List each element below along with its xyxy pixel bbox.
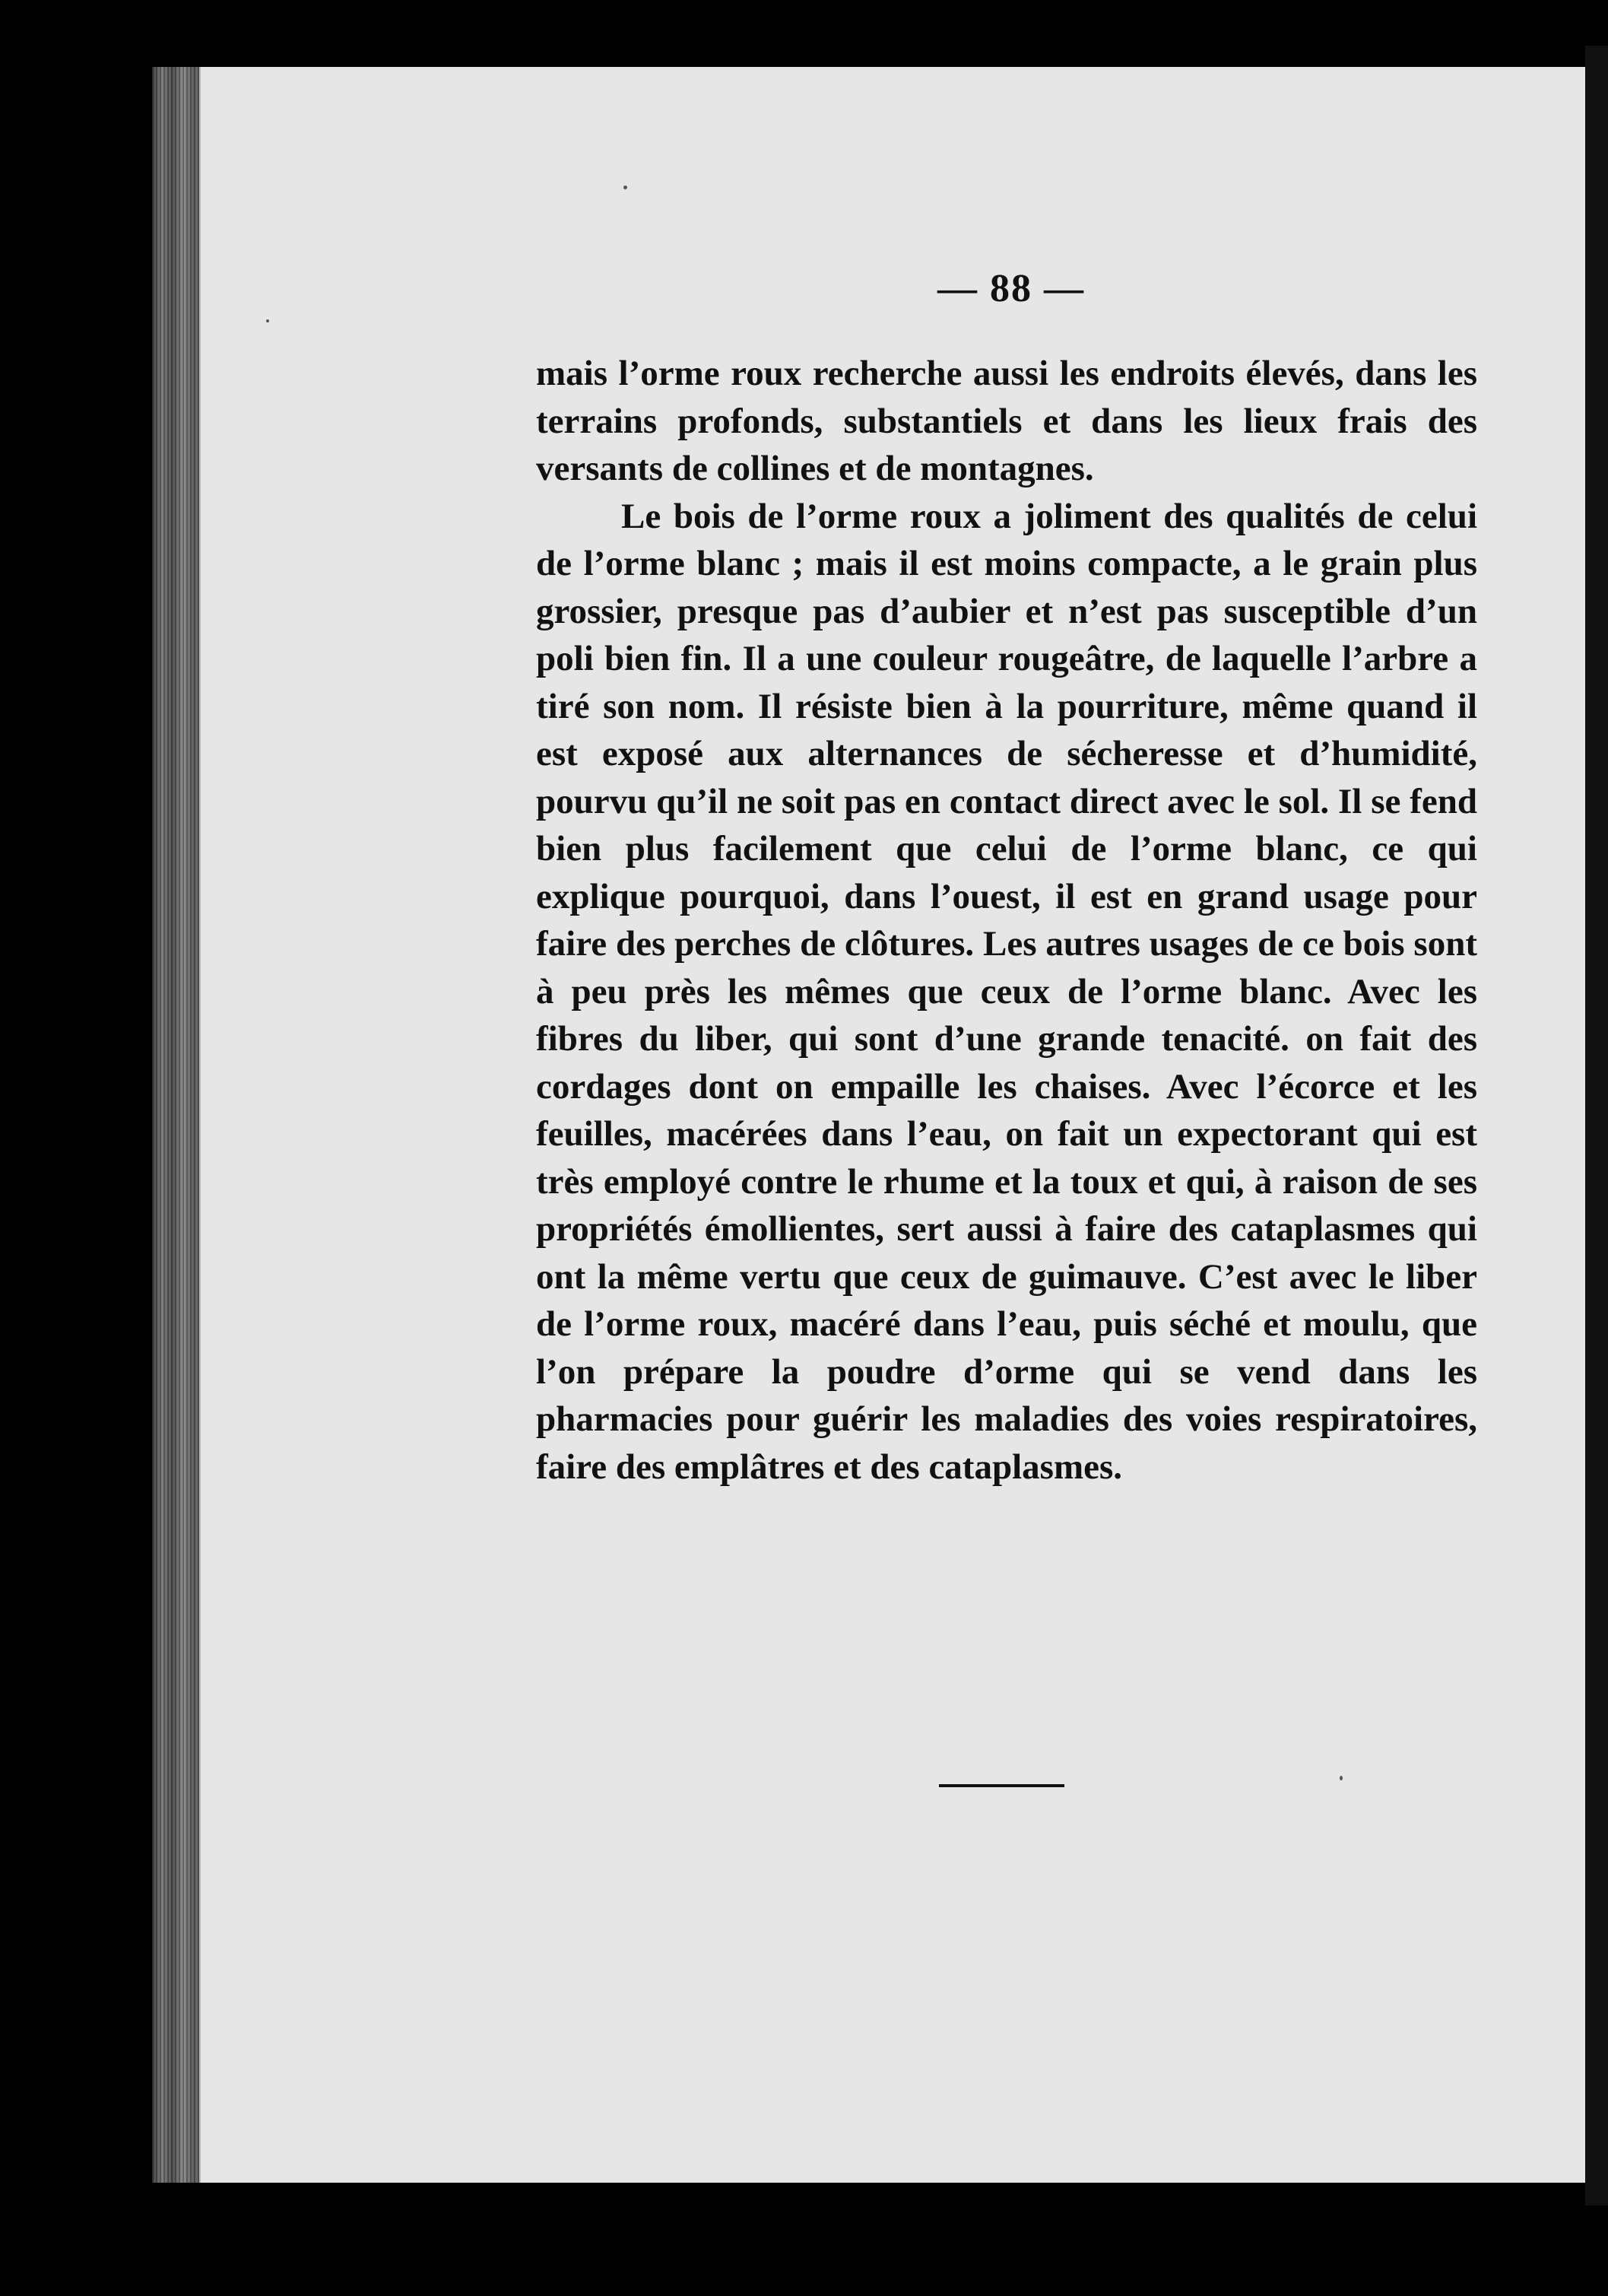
book-binding-texture: [152, 67, 204, 2183]
page-number: — 88 —: [937, 267, 1085, 310]
section-end-rule: [939, 1784, 1064, 1787]
paragraph-1: mais l’orme roux recherche aussi les endroits élevés, dans les terrains profonds, substantiels et dans les lieux frais des versants de collines et de montagnes.: [536, 354, 1477, 488]
body-text: [536, 350, 1477, 1491]
paper-speck: [266, 319, 269, 322]
scan-right-border: [1585, 46, 1608, 2205]
paper-speck: [1340, 1776, 1343, 1780]
paragraph-2: Le bois de l’orme roux a joliment des qualités de celui de l’orme blanc ; mais il est moins compacte, a le grain plus grossier, presque pas d’aubier et n’est pas susceptible d’un poli bien fin. Il a une couleur rougeâtre, de laquelle l’arbre a tiré son nom. Il résiste bien à la pourriture, même quand il est exposé aux alternances de sécheresse et d’humidité, pourvu qu’il ne soit pas en contact direct avec le sol. Il se fend bien plus facilement que celui de l’orme blanc, ce qui explique pourquoi, dans l’ouest, il est en grand usage pour faire des perches de clôtures. Les autres usages de ce bois sont à peu près les mêmes que ceux de l’orme blanc. Avec les fibres du liber, qui sont d’une grande tenacité. on fait des cordages dont on empaille les chaises. Avec l’écorce et les feuilles, macérées dans l’eau, on fait un expectorant qui est très employé contre le rhume et la toux et qui, à raison de ses propriétés émollientes, sert aussi à faire des cataplasmes qui ont la même vertu que ceux de guimauve. C’est avec le liber de l’orme roux, macéré dans l’eau, puis séché et moulu, que l’on prépare la poudre d’orme qui se vend dans les pharmacies pour guérir les maladies des voies respiratoires, faire des emplâtres et des cataplasmes.: [536, 496, 1477, 1487]
paper-speck: [623, 186, 627, 189]
